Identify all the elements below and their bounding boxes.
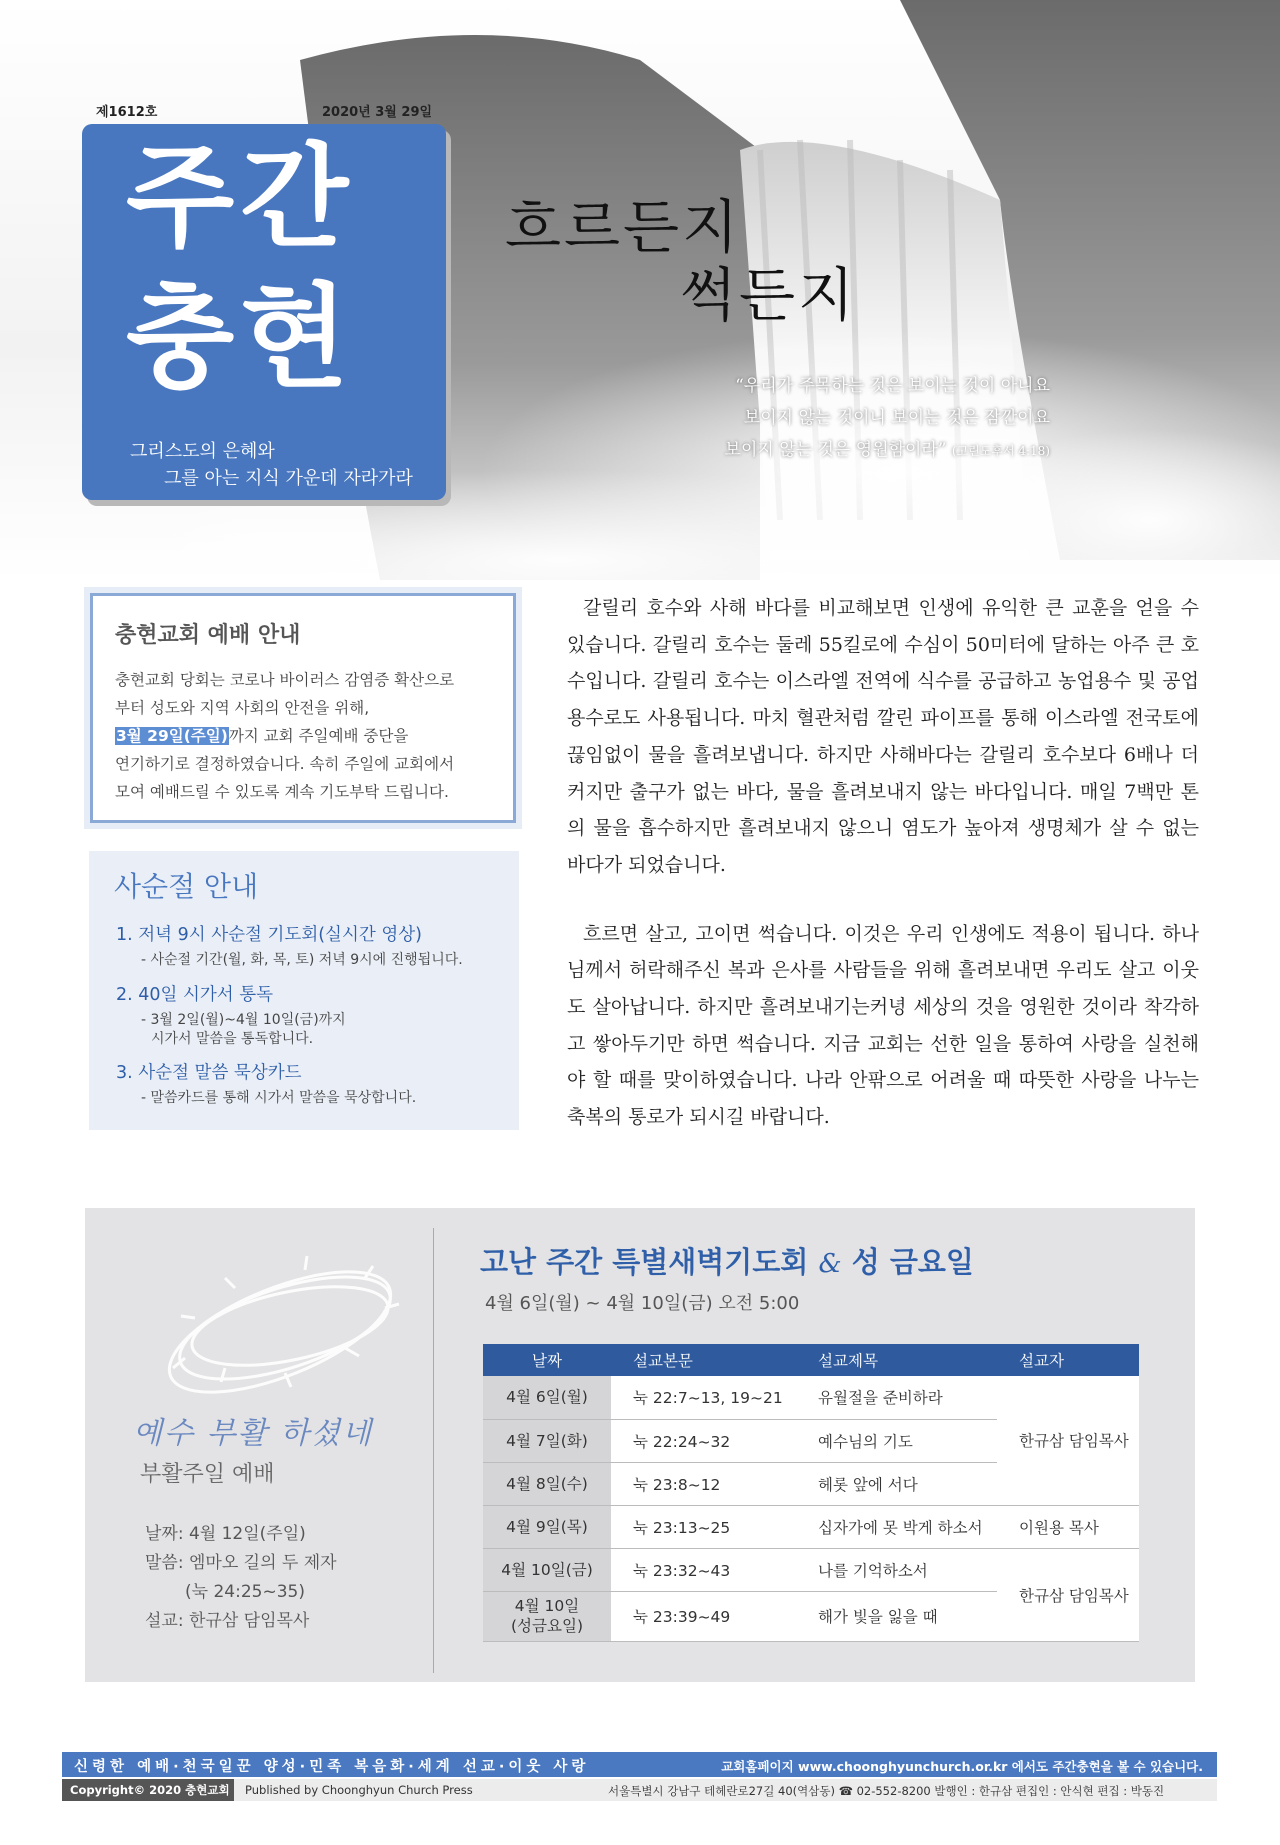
easter-script-title: 예수 부활 하셨네 [133,1416,373,1451]
essay-paragraph: 흐르면 살고, 고이면 썩습니다. 이것은 우리 인생에도 적용이 됩니다. 하나님께서 허락해주신 복과 은사를 사람들을 위해 흘려보내면 우리도 살고 이웃도 살아납니다. 하지만 흘려보내기는커녕 세상의 것을 영원한 것이라 착각하고 쌓아두기만 하면 썩습니다. 지금 교회는 선한 일을 통하여 사랑을 실천해야 할 때를 맞이하였습니다. 나라 안팎으로 어려울 때 따뜻한 사랑을 나누는 축복의 통로가 되시길 바랍니다. [567,922,1199,1129]
church-slogan: 신령한 예배·천국일꾼 양성·민족 복음화·세계 선교·이웃 사랑 [74,1759,590,1775]
verse-line2: 보이지 않는 것이니 보이는 것은 잠깐이요 [743,408,1050,428]
masthead-title-line2: 충현 [126,273,355,403]
worship-notice-title: 충현교회 예배 안내 [115,623,301,648]
lent-title: 사순절 안내 [114,870,259,903]
footer-slogan-bar [62,1752,1217,1777]
row-date: 4월 10일 (성금요일) [483,1591,611,1641]
notice-line: 3월 29일(주일)까지 교회 주일예배 중단을 [116,727,409,745]
publisher: Published by Choonghyun Church Press [245,1783,473,1797]
row-text: 눅 23:13~25 [611,1505,796,1548]
easter-service-info [145,1520,337,1636]
lent-info-box [89,851,519,1130]
main-essay [567,590,1199,1136]
worship-notice-body [115,666,505,806]
copyright: Copyright© 2020 충현교회 [62,1779,234,1801]
crown-of-thorns-icon [85,1208,433,1408]
easter-preacher: 설교: 한규삼 담임목사 [145,1611,310,1631]
easter-sermon-ref: (눅 24:25~35) [185,1582,305,1602]
notice-line: 부터 성도와 지역 사회의 안전을 위해, [115,699,370,717]
row-text: 눅 23:8~12 [611,1462,796,1505]
issue-number: 제1612호 [96,105,158,120]
hero-banner [0,0,1280,580]
lent-item-detail: - 3월 2일(월)~4월 10일(금)까지 [141,1012,346,1028]
row-preacher: 한규삼 담임목사 [997,1548,1139,1641]
row-date: 4월 7일(화) [483,1419,611,1462]
lent-item-detail: - 사순절 기간(월, 화, 목, 토) 저녁 9시에 진행됩니다. [141,952,463,968]
issue-date: 2020년 3월 29일 [322,105,433,120]
row-date: 4월 6일(월) [483,1376,611,1419]
lent-item: 2. 40일 시가서 통독 [116,985,274,1005]
lent-item: 1. 저녁 9시 사순절 기도회(실시간 영상) [116,925,422,945]
table-header-row [483,1344,1139,1376]
passion-week-section [85,1208,1195,1682]
verse-line3: 보이지 않는 것은 영원함이라” (고린도후서 4:18) [724,440,1050,460]
passion-week-time: 4월 6일(월) ~ 4월 10일(금) 오전 5:00 [485,1293,800,1314]
column-header-sermon: 설교제목 [796,1344,997,1376]
row-date: 4월 8일(수) [483,1462,611,1505]
easter-panel [85,1208,433,1682]
row-sermon: 유월절을 준비하라 [796,1376,997,1419]
column-header-date: 날짜 [483,1344,611,1376]
masthead [82,124,446,500]
easter-sermon: 말씀: 엠마오 길의 두 제자 [145,1553,337,1573]
headline-line2: 썩든지 [680,261,858,329]
lent-item-detail: 시가서 말씀을 통독합니다. [151,1031,314,1047]
verse-reference: (고린도후서 4:18) [951,444,1050,458]
section-divider [433,1228,434,1673]
lent-item: 3. 사순절 말씀 묵상카드 [116,1063,302,1083]
notice-line: 충현교회 당회는 코로나 바이러스 감염증 확산으로 [115,671,455,689]
row-date: 4월 9일(목) [483,1505,611,1548]
church-address: 서울특별시 강남구 테헤란로27길 40(역삼동) ☎ 02-552-8200 발행인 : 한규삼 편집인 : 안식현 편집 : 박동진 [608,1784,1165,1798]
passion-week-title: 고난 주간 특별새벽기도회 & 성 금요일 [480,1245,974,1279]
masthead-title-line1: 주간 [126,133,355,263]
footer-info-bar [62,1779,1217,1801]
notice-line: 연기하기로 결정하였습니다. 속히 주일에 교회에서 [115,755,455,773]
row-preacher: 이원용 목사 [997,1505,1139,1548]
table-row [483,1505,1139,1548]
notice-line: 모여 예배드릴 수 있도록 계속 기도부탁 드립니다. [115,783,449,801]
verse-line1: “우리가 주목하는 것은 보이는 것이 아니요 [735,376,1050,396]
row-text: 눅 22:7~13, 19~21 [611,1376,796,1419]
row-text: 눅 23:32~43 [611,1548,796,1591]
worship-notice-box [90,593,516,823]
row-sermon: 헤롯 앞에 서다 [796,1462,997,1505]
essay-paragraph: 갈릴리 호수와 사해 바다를 비교해보면 인생에 유익한 큰 교훈을 얻을 수 있습니다. 갈릴리 호수는 둘레 55킬로에 수심이 50미터에 달하는 아주 큰 호수입니다. 갈릴리 호수는 이스라엘 전역에 식수를 공급하고 농업용수 및 공업용수로도 사용됩니다. 마치 혈관처럼 깔린 파이프를 통해 이스라엘 전국토에 끊임없이 물을 흘려보냅니다. 하지만 사해바다는 갈릴리 호수보다 6배나 더 커지만 출구가 없는 바다, 물을 흘려보내지 않는 바다입니다. 매일 7백만 톤의 물을 흡수하지만 흘려보내지 않으니 염도가 높아져 생명체가 살 수 없는 바다가 되었습니다. [567,597,1199,876]
column-header-text: 설교본문 [611,1344,796,1376]
lent-item-detail: - 말씀카드를 통해 시가서 말씀을 묵상합니다. [141,1090,417,1106]
row-text: 눅 22:24~32 [611,1419,796,1462]
table-row [483,1548,1139,1591]
row-text: 눅 23:39~49 [611,1591,796,1641]
easter-date: 날짜: 4월 12일(주일) [145,1524,306,1544]
row-sermon: 십자가에 못 박게 하소서 [796,1505,997,1548]
prayer-schedule-table [483,1344,1139,1642]
row-sermon: 나를 기억하소서 [796,1548,997,1591]
notice-highlight-date: 3월 29일(주일) [116,727,228,745]
column-header-preacher: 설교자 [997,1344,1139,1376]
row-sermon: 해가 빛을 잃을 때 [796,1591,997,1641]
motto-line1: 그리스도의 은혜와 [130,441,275,462]
scripture-verse [680,370,1050,467]
row-sermon: 예수님의 기도 [796,1419,997,1462]
easter-service-title: 부활주일 예배 [140,1462,275,1487]
table-row [483,1376,1139,1419]
headline-line1: 흐르든지 [505,193,742,261]
motto-line2: 그를 아는 지식 가운데 자라가라 [164,468,413,489]
row-preacher: 한규삼 담임목사 [997,1376,1139,1505]
row-date: 4월 10일(금) [483,1548,611,1591]
homepage-link[interactable]: 교회홈페이지 www.choonghyunchurch.or.kr 에서도 주간충현을 볼 수 있습니다. [721,1759,1203,1774]
